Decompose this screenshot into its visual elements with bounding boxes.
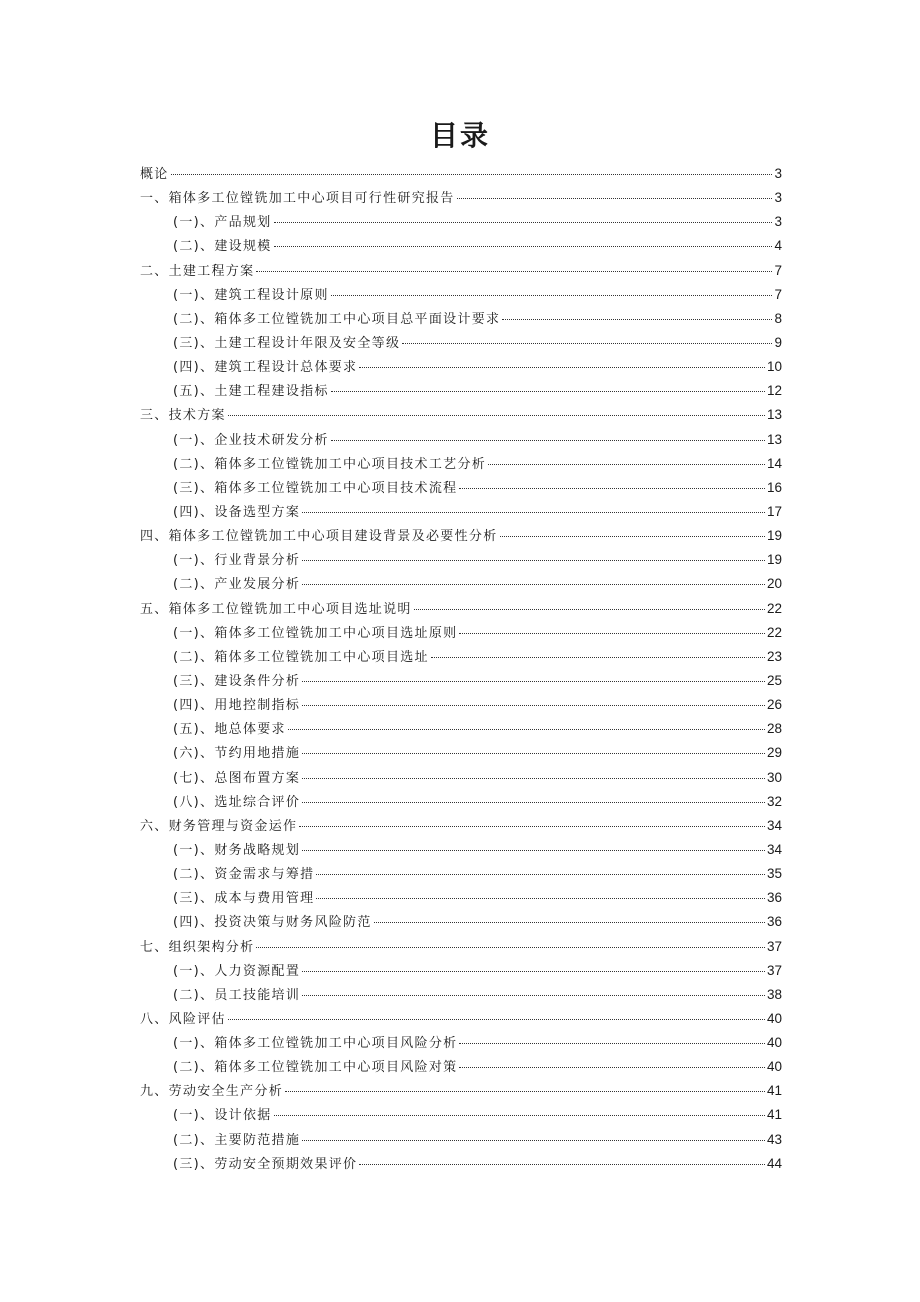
toc-entry-title: (一)、人力资源配置 [173, 963, 301, 979]
toc-page-number: 37 [766, 938, 782, 954]
toc-page-number: 3 [774, 190, 782, 206]
toc-section-entry[interactable] [140, 669, 782, 693]
toc-page-number: 29 [766, 745, 782, 761]
toc-dot-leader [256, 261, 772, 272]
toc-chapter-entry[interactable] [140, 597, 782, 621]
toc-page-number: 10 [766, 359, 782, 375]
toc-page-number: 20 [766, 576, 782, 592]
toc-entry-title: (三)、建设条件分析 [173, 673, 301, 689]
toc-page-number: 40 [766, 1059, 782, 1075]
toc-entry-title: (七)、总图布置方案 [173, 770, 301, 786]
toc-page-number: 22 [766, 624, 782, 640]
toc-page-number: 35 [766, 866, 782, 882]
toc-dot-leader [302, 550, 765, 561]
toc-section-entry[interactable] [140, 1031, 782, 1055]
toc-section-entry[interactable] [140, 886, 782, 910]
toc-entry-title: 八、风险评估 [140, 1011, 226, 1027]
toc-dot-leader [302, 961, 765, 972]
toc-dot-leader [316, 864, 765, 875]
toc-dot-leader [459, 478, 765, 489]
toc-dot-leader [414, 599, 765, 610]
toc-dot-leader [274, 236, 773, 247]
toc-entry-title: (二)、资金需求与筹措 [173, 867, 315, 883]
toc-page-number: 37 [766, 962, 782, 978]
toc-entry-title: (八)、选址综合评价 [173, 794, 301, 810]
toc-dot-leader [302, 502, 765, 513]
toc-entry-title: (四)、用地控制指标 [173, 698, 301, 714]
toc-section-entry[interactable] [140, 572, 782, 596]
toc-entry-title: (二)、建设规模 [173, 239, 272, 255]
toc-dot-leader [500, 526, 765, 537]
toc-dot-leader [171, 164, 773, 175]
toc-dot-leader [302, 695, 765, 706]
toc-section-entry[interactable] [140, 1152, 782, 1176]
toc-section-entry[interactable] [140, 234, 782, 258]
toc-dot-leader [302, 768, 765, 779]
toc-page-number: 13 [766, 431, 782, 447]
toc-dot-leader [331, 285, 773, 296]
toc-dot-leader [359, 357, 765, 368]
toc-section-entry[interactable] [140, 645, 782, 669]
toc-page-number: 36 [766, 890, 782, 906]
toc-entry-title: (一)、箱体多工位镗铣加工中心项目选址原则 [173, 625, 458, 641]
toc-dot-leader [299, 816, 765, 827]
toc-entry-title: (一)、财务战略规划 [173, 842, 301, 858]
toc-page-number: 14 [766, 455, 782, 471]
toc-entry-title: (三)、劳动安全预期效果评价 [173, 1156, 358, 1172]
toc-section-entry[interactable] [140, 283, 782, 307]
toc-entry-title: 一、箱体多工位镗铣加工中心项目可行性研究报告 [140, 191, 455, 207]
toc-section-entry[interactable] [140, 428, 782, 452]
toc-page-number: 30 [766, 769, 782, 785]
toc-dot-leader [457, 188, 773, 199]
toc-chapter-entry[interactable] [140, 259, 782, 283]
toc-page-number: 4 [774, 238, 782, 254]
toc-section-entry[interactable] [140, 862, 782, 886]
toc-page-number: 8 [774, 310, 782, 326]
toc-page-number: 40 [766, 1010, 782, 1026]
toc-section-entry[interactable] [140, 476, 782, 500]
toc-page-number: 3 [774, 214, 782, 230]
toc-entry-title: (二)、箱体多工位镗铣加工中心项目选址 [173, 649, 429, 665]
toc-page-number: 34 [766, 817, 782, 833]
toc-page-number: 38 [766, 986, 782, 1002]
toc-page-number: 19 [766, 552, 782, 568]
page-title: 目录 [429, 119, 490, 152]
toc-section-entry[interactable] [140, 307, 782, 331]
toc-chapter-entry[interactable] [140, 814, 782, 838]
toc-dot-leader [274, 1105, 765, 1116]
toc-page-number: 7 [774, 286, 782, 302]
toc-entry-title: (一)、设计依据 [173, 1108, 272, 1124]
toc-entry-title: (五)、地总体要求 [173, 722, 286, 738]
toc-entry-title: (三)、箱体多工位镗铣加工中心项目技术流程 [173, 480, 458, 496]
toc-chapter-entry[interactable] [140, 186, 782, 210]
toc-entry-title: 五、箱体多工位镗铣加工中心项目选址说明 [140, 601, 412, 617]
toc-dot-leader [288, 719, 765, 730]
toc-dot-leader [302, 671, 765, 682]
toc-chapter-entry[interactable] [140, 1007, 782, 1031]
toc-dot-leader [302, 840, 765, 851]
toc-entry-title: (三)、土建工程设计年限及安全等级 [173, 335, 401, 351]
toc-dot-leader [331, 430, 765, 441]
toc-dot-leader [228, 1009, 765, 1020]
toc-entry-title: (二)、主要防范措施 [173, 1132, 301, 1148]
toc-entry-title: (五)、土建工程建设指标 [173, 384, 329, 400]
toc-dot-leader [316, 888, 765, 899]
toc-chapter-entry[interactable] [140, 403, 782, 427]
toc-page-number: 41 [766, 1083, 782, 1099]
toc-section-entry[interactable] [140, 379, 782, 403]
toc-entry-title: (二)、箱体多工位镗铣加工中心项目风险对策 [173, 1060, 458, 1076]
toc-dot-leader [274, 212, 773, 223]
toc-section-entry[interactable] [140, 355, 782, 379]
toc-section-entry[interactable] [140, 621, 782, 645]
toc-entry-title: 七、组织架构分析 [140, 939, 255, 955]
toc-section-entry[interactable] [140, 910, 782, 934]
toc-page-number: 13 [766, 407, 782, 423]
toc-page-number: 40 [766, 1035, 782, 1051]
toc-entry-title: 六、财务管理与资金运作 [140, 818, 298, 834]
toc-section-entry[interactable] [140, 790, 782, 814]
toc-section-entry[interactable] [140, 548, 782, 572]
toc-page-number: 9 [774, 334, 782, 350]
toc-dot-leader [488, 454, 765, 465]
toc-page-number: 36 [766, 914, 782, 930]
toc-entry-title: (一)、行业背景分析 [173, 553, 301, 569]
toc-chapter-entry[interactable] [140, 935, 782, 959]
toc-section-entry[interactable] [140, 693, 782, 717]
toc-section-entry[interactable] [140, 741, 782, 765]
toc-section-entry[interactable] [140, 500, 782, 524]
toc-entry-title: (二)、员工技能培训 [173, 987, 301, 1003]
toc-section-entry[interactable] [140, 717, 782, 741]
toc-section-entry[interactable] [140, 210, 782, 234]
toc-page-number: 23 [766, 648, 782, 664]
toc-dot-leader [459, 1033, 765, 1044]
toc-page-number: 22 [766, 600, 782, 616]
toc-entry-title: (六)、节约用地措施 [173, 746, 301, 762]
toc-chapter-entry[interactable] [140, 1079, 782, 1103]
toc-entry-title: (二)、产业发展分析 [173, 577, 301, 593]
toc-dot-leader [431, 647, 765, 658]
toc-dot-leader [331, 381, 765, 392]
toc-section-entry[interactable] [140, 331, 782, 355]
toc-entry-title: (一)、建筑工程设计原则 [173, 287, 329, 303]
toc-dot-leader [302, 792, 765, 803]
toc-entry-title: 三、技术方案 [140, 408, 226, 424]
toc-page-number: 12 [766, 383, 782, 399]
toc-chapter-entry[interactable] [140, 524, 782, 548]
toc-entry-title: (一)、箱体多工位镗铣加工中心项目风险分析 [173, 1036, 458, 1052]
toc-entry-title: (四)、设备选型方案 [173, 504, 301, 520]
toc-entry-title: 概论 [140, 167, 169, 182]
toc-dot-leader [359, 1154, 765, 1165]
toc-page-number: 7 [774, 262, 782, 278]
toc-page-number: 28 [766, 721, 782, 737]
toc-dot-leader [502, 309, 772, 320]
toc-section-entry[interactable] [140, 838, 782, 862]
toc-page-number: 26 [766, 697, 782, 713]
toc-dot-leader [302, 1130, 765, 1141]
toc-section-entry[interactable] [140, 1103, 782, 1127]
toc-page-number: 41 [766, 1107, 782, 1123]
toc-entry-title: (一)、产品规划 [173, 215, 272, 231]
toc-page-number: 17 [766, 503, 782, 519]
toc-entry-title: 九、劳动安全生产分析 [140, 1084, 284, 1100]
toc-entry-title: (二)、箱体多工位镗铣加工中心项目技术工艺分析 [173, 456, 487, 472]
toc-dot-leader [402, 333, 772, 344]
toc-dot-leader [302, 743, 765, 754]
toc-dot-leader [228, 405, 765, 416]
toc-page-number: 16 [766, 479, 782, 495]
toc-section-entry[interactable] [140, 766, 782, 790]
toc-dot-leader [302, 574, 765, 585]
toc-entry-title: (二)、箱体多工位镗铣加工中心项目总平面设计要求 [173, 311, 501, 327]
toc-dot-leader [374, 912, 765, 923]
toc-section-entry[interactable] [140, 1128, 782, 1152]
toc-page-number: 32 [766, 793, 782, 809]
toc-section-entry[interactable] [140, 452, 782, 476]
toc-page-number: 44 [766, 1155, 782, 1171]
toc-entry-title: 二、土建工程方案 [140, 263, 255, 279]
toc-entry-title: (三)、成本与费用管理 [173, 891, 315, 907]
toc-dot-leader [302, 985, 765, 996]
toc-section-entry[interactable] [140, 1055, 782, 1079]
toc-page-number: 34 [766, 841, 782, 857]
toc-dot-leader [256, 937, 765, 948]
toc-dot-leader [459, 1057, 765, 1068]
toc-entry-title: (四)、建筑工程设计总体要求 [173, 360, 358, 376]
toc-page-number: 43 [766, 1131, 782, 1147]
toc-section-entry[interactable] [140, 959, 782, 983]
toc-dot-leader [459, 623, 765, 634]
toc-entry-title: (一)、企业技术研发分析 [173, 432, 329, 448]
toc-page-number: 19 [766, 528, 782, 544]
toc-entry-title: 四、箱体多工位镗铣加工中心项目建设背景及必要性分析 [140, 529, 498, 545]
toc-section-entry[interactable] [140, 983, 782, 1007]
toc-entry-title: (四)、投资决策与财务风险防范 [173, 915, 372, 931]
table-of-contents [140, 162, 782, 1176]
toc-chapter-entry[interactable] [140, 162, 782, 186]
toc-dot-leader [285, 1081, 765, 1092]
toc-page-number: 3 [774, 166, 782, 181]
toc-page-number: 25 [766, 672, 782, 688]
